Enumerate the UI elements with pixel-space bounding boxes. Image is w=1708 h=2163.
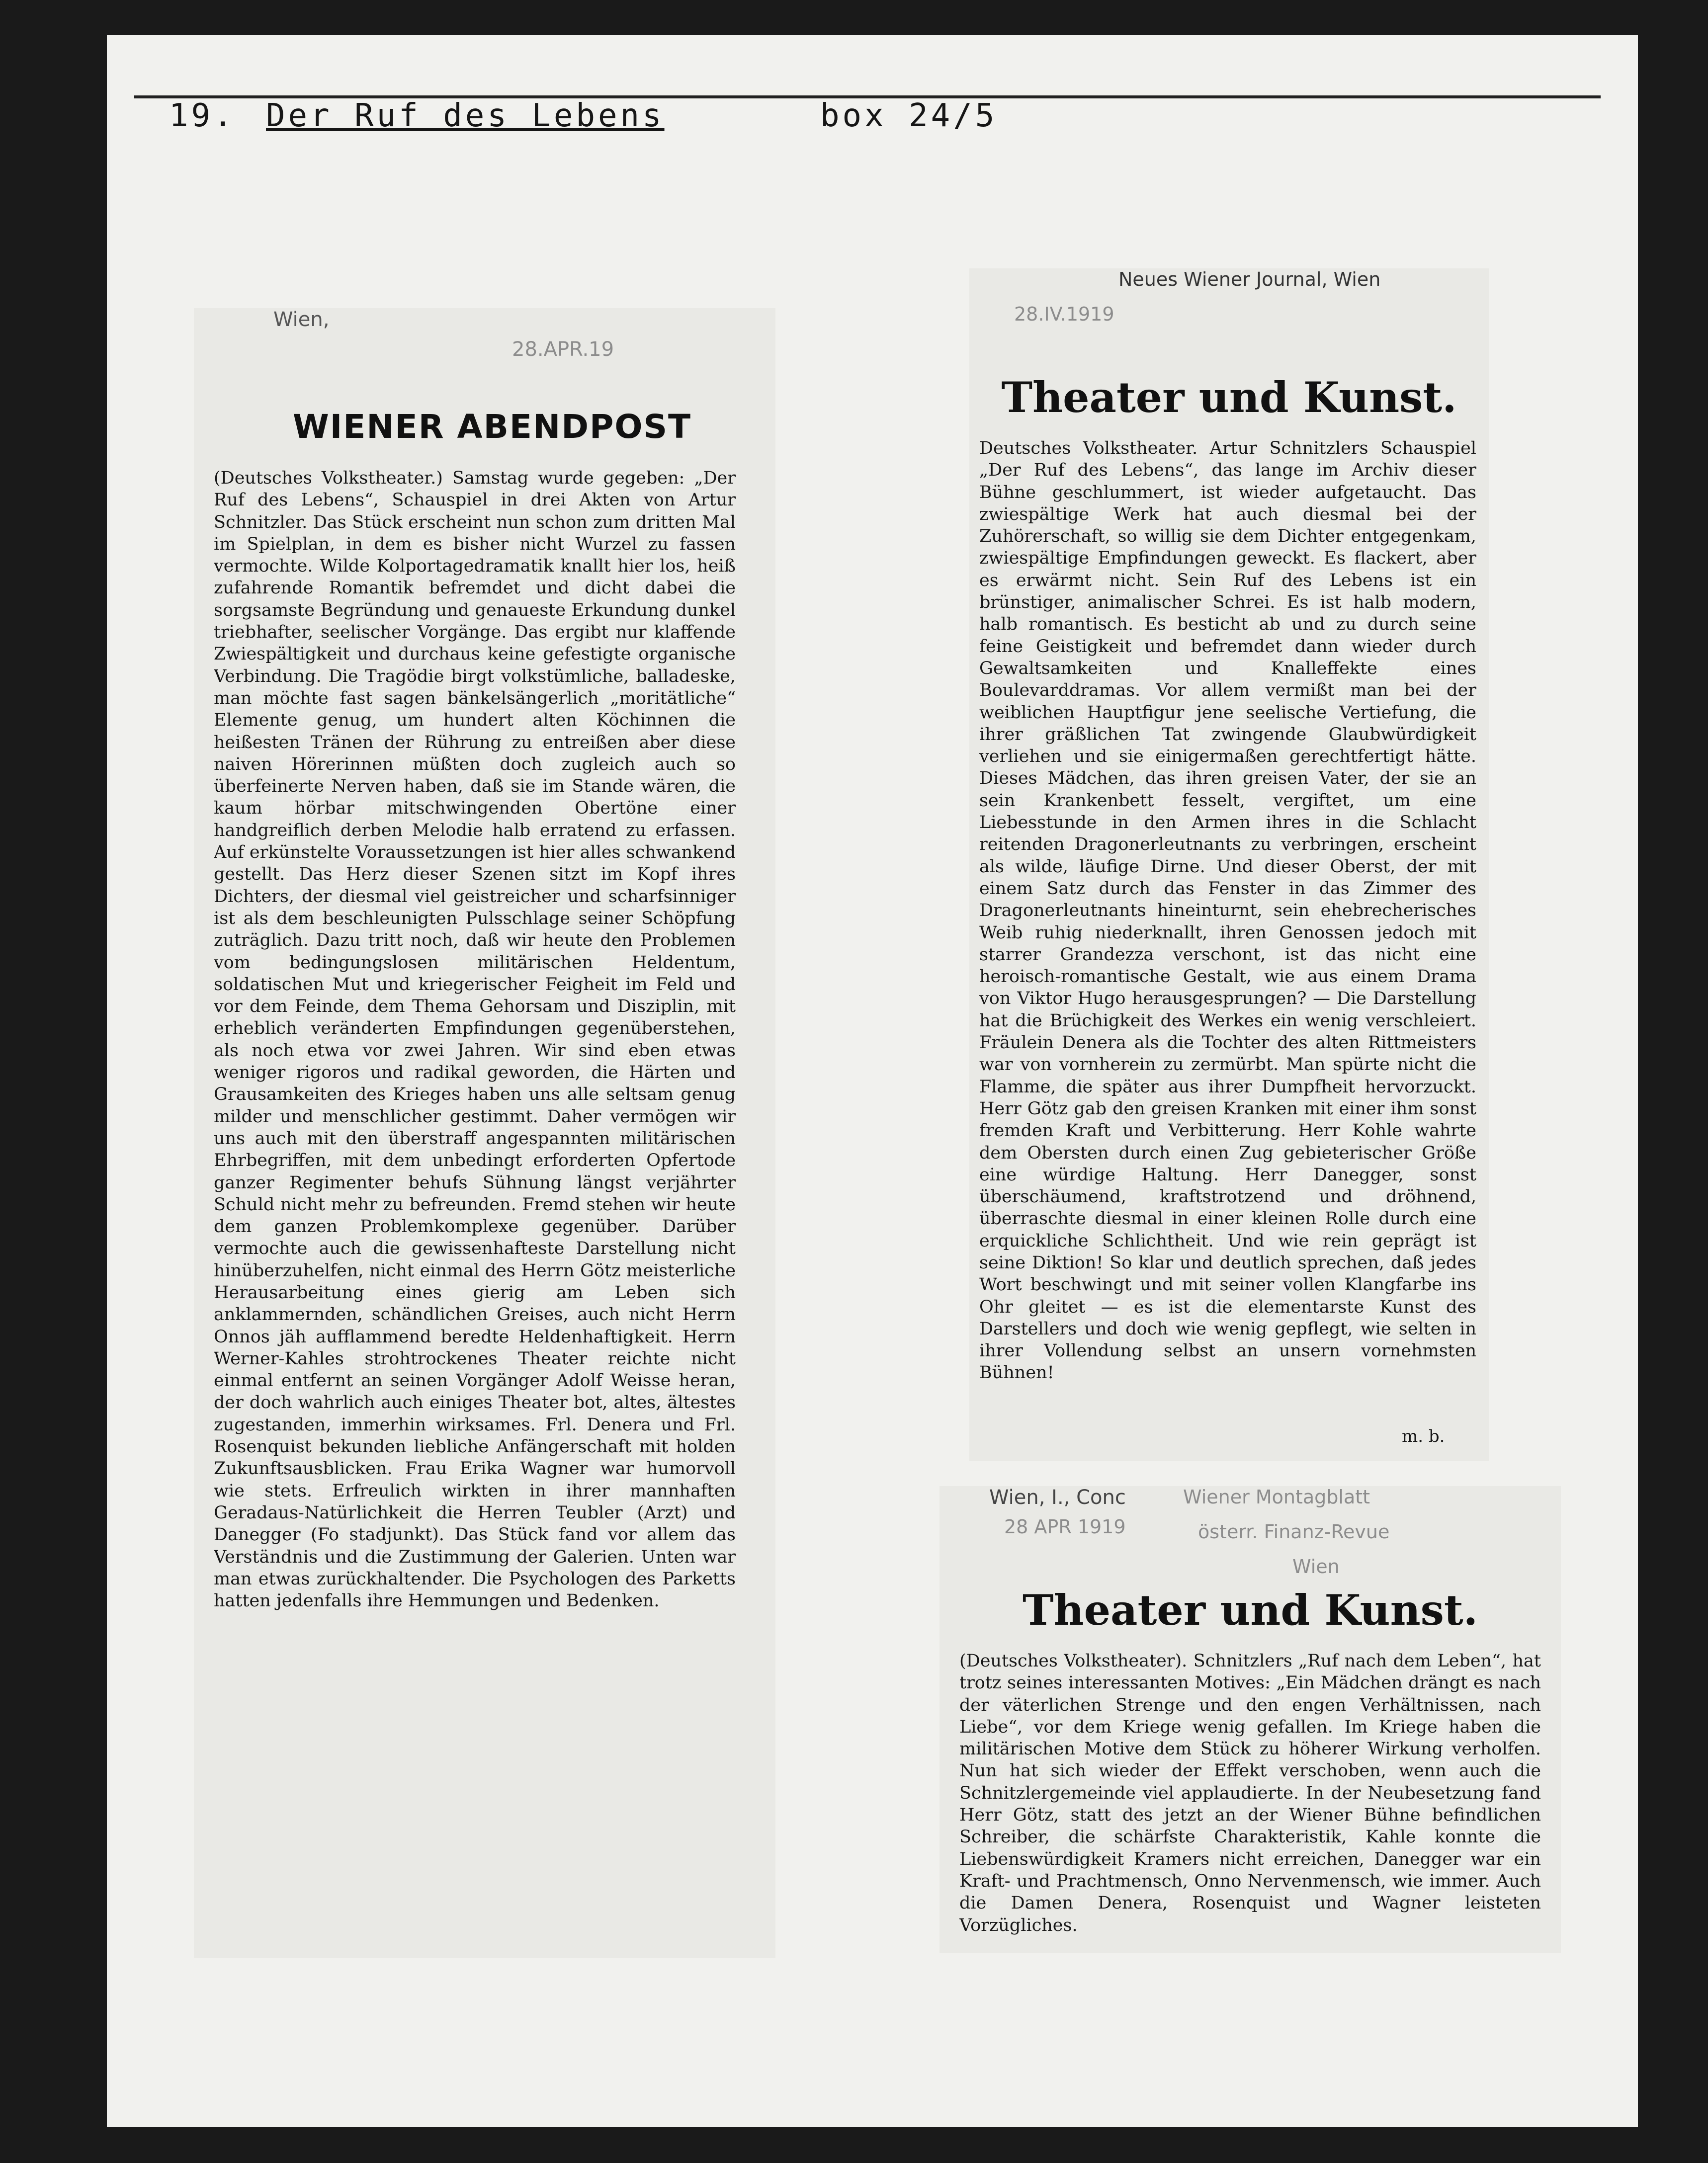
folder-number: 19.	[169, 97, 236, 134]
clipping-neues-wiener-journal	[969, 268, 1489, 1461]
folder-title: Der Ruf des Lebens	[266, 97, 665, 134]
date-stamp: 28 APR 1919	[1004, 1516, 1126, 1538]
article-text: (Deutsches Volkstheater.) Samstag wurde gegeben: „Der Ruf des Lebens“, Schauspiel in drei Akten von Artur Schnitzler. Das Stück erscheint nun schon zum dritten Mal im Spielplan, in dem es bisher nicht Wurzel zu fassen vermochte. Wilde Kolportagedramatik knallt hier los, heiß zufahrende Romantik befremdet und dicht dabei die sorgsamste Begründung und genaueste Erkundung dunkel triebhafter, seelischer Vorgänge. Das ergibt nur klaffende Zwiespältigkeit und durchaus keine gefestigte organische Verbindung. Die Tragödie birgt volkstümliche, balladeske, man möchte fast sagen bänkelsängerlich „moritätliche“ Elemente genug, um hundert alten Köchinnen die heißesten Tränen der Rührung zu entreißen aber diese naiven Hörerinnen müßten doch zugleich auch so überfeinerte Nerven haben, daß sie im Stande wären, die kaum hörbar mitschwingenden Obertöne einer handgreiflich derben Melodie halb erratend zu erfassen. Auf erkünstelte Voraussetzungen ist hier alles schwankend gestellt. Das Herz dieser Szenen sitzt im Kopf ihres Dichters, der diesmal viel geistreicher und scharfsinniger ist als dem beschleunigten Pulsschlage seiner Schöpfung zuträglich. Dazu tritt noch, daß wir heute den Problemen vom bedingungslosen militärischen Heldentum, soldatischen Mut und kriegerischer Feigheit im Feld und vor dem Feinde, dem Thema Gehorsam und Disziplin, mit erheblich veränderten Empfindungen gegenüberstehen, als noch etwa vor zwei Jahren. Wir sind eben etwas weniger rigoros und radikal geworden, die Härten und Grausamkeiten des Krieges haben uns alle seltsam genug milder und menschlicher gestimmt. Daher vermögen wir uns auch mit den überstraff angespannten militärischen Ehrbegriffen, mit dem unbedingt erforderten Opfertode ganzer Regimenter behufs Sühnung längst verjährter Schuld nicht mehr zu befreunden. Fremd stehen wir heute dem ganzen Problemkomplexe gegenüber. Darüber vermochte auch die gewissenhafteste Darstellung nicht hinüberzuhelfen, nicht einmal des Herrn Götz meisterliche Herausarbeitung eines gierig am Leben sich anklammernden, schändlichen Greises, auch nicht Herrn Onnos jäh aufflammend beredte Heldenhaftigkeit. Herrn Werner-Kahles strohtrockenes Theater reichte nicht einmal entfernt an seinen Vorgänger Adolf Weisse heran, der doch wahrlich auch einiges Theater bot, altes, ältestes zugestanden, immerhin wirksames. Frl. Denera und Frl. Rosenquist bekunden liebliche Anfängerschaft mit holden Zukunftsausblicken. Frau Erika Wagner war humorvoll wie stets. Erfreulich wirkten in ihrer mannhaften Geradaus-Natürlichkeit die Herren Teubler (Arzt) und Danegger (Fo stadjunkt). Das Stück fand vor allem das Verständnis und die Zustimmung der Galerien. Unten war man etwas zurückhaltender. Die Psychologen des Parketts hatten jedenfalls ihre Hemmungen und Bedenken.	[214, 468, 736, 1611]
section-heading: Theater und Kunst.	[1023, 1585, 1478, 1635]
author-signature: m. b.	[1402, 1426, 1445, 1446]
clipping-source-line: Wien,	[273, 308, 330, 331]
clipping-source-line: Wien, I., Conc	[989, 1486, 1126, 1509]
article-text: (Deutsches Volkstheater). Schnitzlers „Ruf nach dem Leben“, hat trotz seines interessanten Motives: „Ein Mädchen drängt es nach der väterlichen Strenge und den engen Verhältnissen, nach Liebe“, vor dem Kriege wenig gefallen. Im Kriege haben die militärischen Motive dem Stück zu höherer Wirkung verholfen. Nun hat sich wieder der Effekt verschoben, wenn auch die Schnitzlergemeinde viel applaudierte. In der Neubesetzung fand Herr Götz, statt des jetzt an der Wiener Bühne befindlichen Schreiber, die schärfste Charakteristik, Kahle konnte die Liebenswürdigkeit Kramers nicht erreichen, Danegger war ein Kraft- und Prachtmensch, Onno Nervenmensch, wie immer. Auch die Damen Denera, Rosenquist und Wagner leisteten Vorzügliches.	[959, 1651, 1541, 1935]
section-heading: Theater und Kunst.	[1001, 373, 1457, 422]
clipping-wiener-abendpost	[194, 308, 775, 1958]
clipping-source-line: Neues Wiener Journal, Wien	[1118, 268, 1381, 290]
clipping-source-line-3: österr. Finanz-Revue	[1198, 1521, 1390, 1543]
box-label: box 24/5	[820, 97, 998, 134]
date-stamp: 28.IV.1919	[1014, 303, 1114, 325]
date-stamp: 28.APR.19	[512, 338, 614, 361]
clipping-source-line-4: Wien	[1292, 1556, 1340, 1578]
clipping-source-line-2: Wiener Montagblatt	[1183, 1486, 1370, 1508]
article-text: Deutsches Volkstheater. Artur Schnitzlers Schauspiel „Der Ruf des Lebens“, das lange im Archiv dieser Bühne geschlummert, ist wieder aufgetaucht. Das zwiespältige Werk hat auch diesmal bei der Zuhörerschaft, so willig sie dem Dichter entgegenkam, zwiespältige Empfindungen geweckt. Es flackert, aber es erwärmt nicht. Sein Ruf des Lebens ist ein brünstiger, animalischer Schrei. Es ist halb modern, halb romantisch. Es besticht ab und zu durch seine feine Geistigkeit und befremdet dann wieder durch Gewaltsamkeiten und Knalleffekte eines Boulevarddramas. Vor allem vermißt man bei der weiblichen Hauptfigur jene seelische Vertiefung, die ihrer gräßlichen Tat zwingende Glaubwürdigkeit verliehen und sie einigermaßen gerechtfertigt hätte. Dieses Mädchen, das ihren greisen Vater, der sie an sein Krankenbett fesselt, vergiftet, um eine Liebesstunde in den Armen ihres in die Schlacht reitenden Dragonerleutnants zu verbringen, erscheint als wilde, läufige Dirne. Und dieser Oberst, der mit einem Satz durch das Fenster in das Zimmer des Dragonerleutnants hineinturnt, sein ehebrecherisches Weib ruhig niederknallt, ihren Genossen jedoch mit starrer Grandezza verschont, ist das nicht eine heroisch-romantische Gestalt, wie aus einem Drama von Viktor Hugo herausgesprungen? — Die Darstellung hat die Brüchigkeit des Werkes ein wenig verschleiert. Fräulein Denera als die Tochter des alten Rittmeisters war von vornherein zu zermürbt. Man spürte nicht die Flamme, die später aus ihrer Dumpfheit hervorzuckt. Herr Götz gab den greisen Kranken mit einer ihm sonst fremden Kraft und Verbitterung. Herr Kohle wahrte dem Obersten durch einen Zug gebieterischer Größe eine würdige Haltung. Herr Danegger, sonst überschäumend, kraftstrotzend und dröhnend, überraschte diesmal in einer kleinen Rolle durch eine erquickliche Schlichtheit. Und wie rein geprägt ist seine Diktion! So klar und deutlich sprechen, daß jedes Wort beschwingt und mit seiner vollen Klangfarbe ins Ohr gleitet — es ist die elementarste Kunst des Darstellers und doch wie wenig gepflegt, wie selten in ihrer Vollendung selbst an unsern vornehmsten Bühnen!	[979, 438, 1476, 1383]
clipping-wiener-montagblatt	[939, 1486, 1561, 1953]
masthead: WIENER ABENDPOST	[292, 408, 692, 446]
